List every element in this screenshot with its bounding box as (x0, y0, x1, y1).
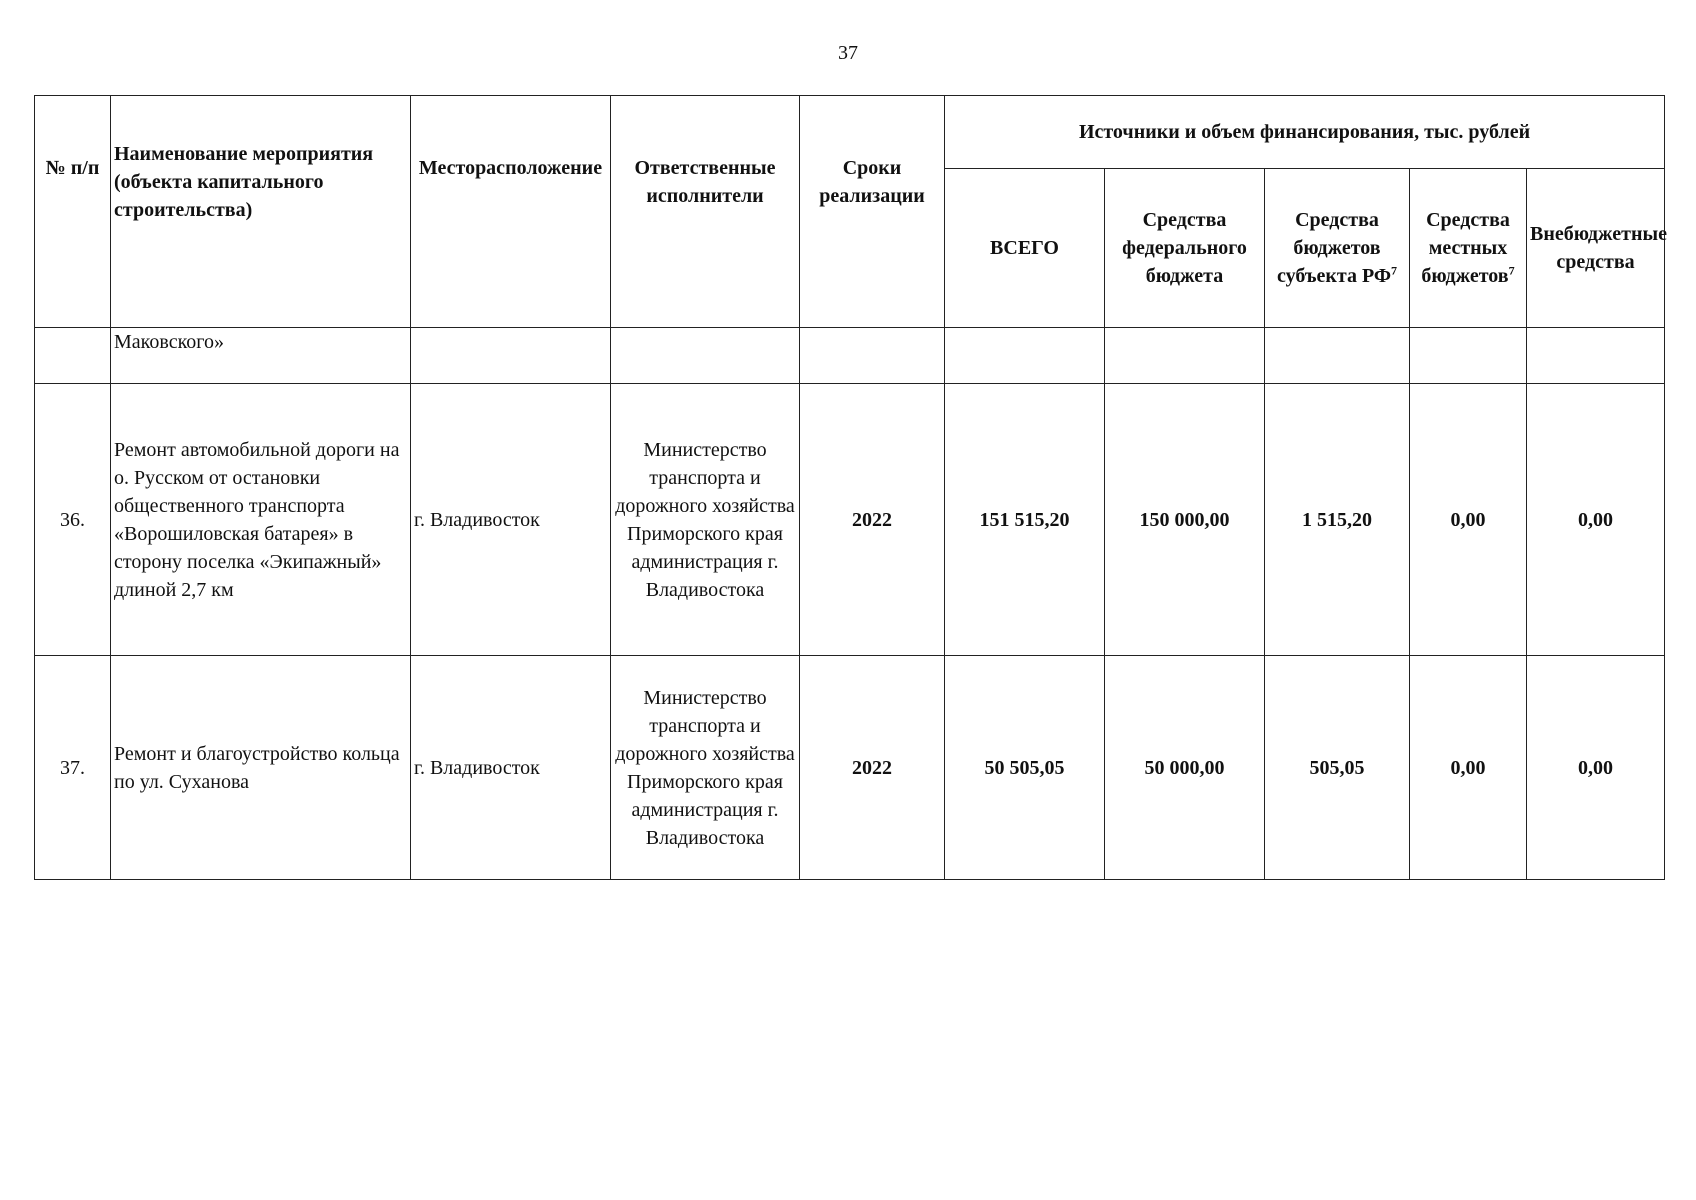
cell-empty (1410, 328, 1527, 384)
cell-place: г. Владивосток (411, 656, 611, 880)
header-total: ВСЕГО (945, 169, 1105, 328)
cell-total: 50 505,05 (945, 656, 1105, 880)
header-regional: Средства бюджетов субъекта РФ (1276, 209, 1392, 287)
header-extra: Внебюджетные средства (1527, 169, 1665, 328)
cell-responsible: Министерство транспорта и дорожного хозяйства Приморского края администрация г. Владивостока (611, 656, 800, 880)
cell-local: 0,00 (1410, 656, 1527, 880)
header-row (35, 96, 1665, 169)
funding-table (34, 95, 1665, 880)
cell-regional: 1 515,20 (1265, 384, 1410, 656)
header-federal: Средства федерального бюджета (1105, 169, 1265, 328)
header-name: Наименование мероприятия (объекта капитального строительства) (111, 96, 411, 328)
cell-num: 37. (35, 656, 111, 880)
header-num: № п/п (35, 96, 111, 328)
cell-federal: 50 000,00 (1105, 656, 1265, 880)
cell-local: 0,00 (1410, 384, 1527, 656)
cell-responsible: Министерство транспорта и дорожного хозяйства Приморского края администрация г. Владивостока (611, 384, 800, 656)
cell-empty (945, 328, 1105, 384)
cell-empty (611, 328, 800, 384)
cell-name: Ремонт и благоустройство кольца по ул. Суханова (111, 656, 411, 880)
cell-place: г. Владивосток (411, 384, 611, 656)
cell-federal: 150 000,00 (1105, 384, 1265, 656)
header-funding: Источники и объем финансирования, тыс. рублей (945, 96, 1665, 169)
header-responsible: Ответственные исполнители (611, 96, 800, 328)
cell-num: 36. (35, 384, 111, 656)
cell-extra: 0,00 (1527, 656, 1665, 880)
cell-name-continued: Маковского» (111, 328, 411, 384)
header-place: Месторасположение (411, 96, 611, 328)
cell-extra: 0,00 (1527, 384, 1665, 656)
cell-empty (1527, 328, 1665, 384)
table-row-continued (35, 328, 1665, 384)
header-term: Сроки реализации (800, 96, 945, 328)
table-row (35, 384, 1665, 656)
header-local: Средства местных бюджетов (1421, 209, 1510, 287)
footnote-mark: 7 (1508, 263, 1515, 278)
cell-empty (1105, 328, 1265, 384)
cell-empty (1265, 328, 1410, 384)
cell-empty (411, 328, 611, 384)
footnote-mark: 7 (1391, 263, 1398, 278)
header-regional-cell (1265, 169, 1410, 328)
cell-total: 151 515,20 (945, 384, 1105, 656)
header-local-cell (1410, 169, 1527, 328)
page-number: 37 (838, 42, 858, 64)
cell-term: 2022 (800, 384, 945, 656)
cell-name: Ремонт автомобильной дороги на о. Русском от остановки общественного транспорта «Ворошиловская батарея» в сторону поселка «Экипажный» длиной 2,7 км (111, 384, 411, 656)
table-row (35, 656, 1665, 880)
cell-term: 2022 (800, 656, 945, 880)
cell-num-empty (35, 328, 111, 384)
cell-empty (800, 328, 945, 384)
cell-regional: 505,05 (1265, 656, 1410, 880)
